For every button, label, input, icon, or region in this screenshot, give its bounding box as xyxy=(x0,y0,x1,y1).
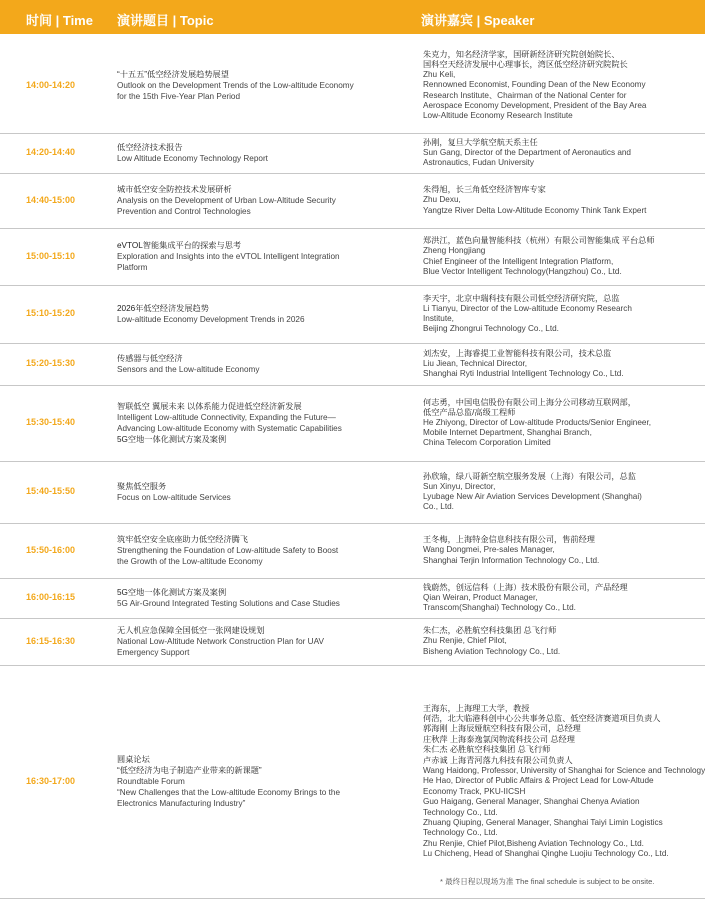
speaker-line: 朱仁杰，必胜航空科技集团 总飞行师 xyxy=(423,626,557,636)
speaker-line: Shanghai Terjin Information Technology Co., Ltd. xyxy=(423,555,600,565)
session-speaker xyxy=(423,185,701,216)
speaker-line: Economy Track, PKU-IICSH xyxy=(423,786,526,796)
speaker-line: Blue Vector Intelligent Technology(Hangzhou) Co., Ltd. xyxy=(423,266,622,276)
speaker-line: Beijing Zhongrui Technology Co., Ltd. xyxy=(423,324,559,334)
speaker-line: Rennowned Economist, Founding Dean of the New Economy xyxy=(423,80,646,90)
speaker-line: 朱克力，知名经济学家，国研新经济研究院创始院长、 xyxy=(423,49,620,59)
topic-line: Analysis on the Development of Urban Low-Altitude Security xyxy=(117,196,336,205)
speaker-line: Lyubage New Air Aviation Services Development (Shanghai) xyxy=(423,492,642,501)
session-topic xyxy=(117,303,407,325)
time-slot: 15:10-15:20 xyxy=(26,308,76,318)
topic-line: Focus on Low-altitude Services xyxy=(117,493,231,502)
speaker-line: He Zhiyong, Director of Low-altitude Products/Senior Engineer, xyxy=(423,417,652,427)
topic-line: eVTOL智能集成平台的探索与思考 xyxy=(117,241,242,250)
topic-line: 5G空地一体化测试方案及案例 xyxy=(117,435,227,444)
schedule-row xyxy=(0,173,705,229)
speaker-line: 郑洪江，蓝色向量智能科技（杭州）有限公司智能集成 平台总师 xyxy=(423,236,655,246)
speaker-line: Zhu Renjie, Chief Pilot, xyxy=(423,636,507,646)
speaker-line: Lu Chicheng, Head of Shanghai Qinghe Luojiu Technology Co., Ltd. xyxy=(423,849,669,859)
topic-line: Platform xyxy=(117,263,148,272)
session-topic xyxy=(117,625,407,658)
topic-line: 聚焦低空服务 xyxy=(117,482,167,491)
speaker-line: 李天宇，北京中瑞科技有限公司低空经济研究院，总监 xyxy=(423,293,620,303)
time-slot: 15:30-15:40 xyxy=(26,417,76,427)
schedule-row xyxy=(0,133,705,174)
schedule-header xyxy=(0,0,705,34)
topic-line: Emergency Support xyxy=(117,648,190,657)
speaker-line: Technology Co., Ltd. xyxy=(423,828,498,838)
time-slot: 15:20-15:30 xyxy=(26,358,76,368)
speaker-line: Li Tianyu, Director of the Low-altitude Economy Research xyxy=(423,303,632,313)
speaker-line: 朱得旭，长三角低空经济智库专家 xyxy=(423,185,546,195)
topic-line: Electronics Manufacturing Industry” xyxy=(117,799,246,808)
speaker-line: Qian Weiran, Product Manager, xyxy=(423,592,538,602)
session-topic xyxy=(117,353,407,375)
speaker-line: He Hao, Director of Public Affairs & Project Lead for Low-Altude xyxy=(423,776,654,786)
speaker-line: Technology Co., Ltd. xyxy=(423,807,498,817)
time-slot: 15:50-16:00 xyxy=(26,544,76,555)
session-speaker xyxy=(423,703,705,860)
speaker-line: Zhu Dexu, xyxy=(423,195,461,205)
schedule-row xyxy=(0,38,705,134)
speaker-line: Zhuang Qiuping, General Manager, Shanghai Taiyi Limin Logistics xyxy=(423,817,663,827)
session-topic xyxy=(117,534,407,567)
topic-line: Exploration and Insights into the eVTOL Intelligent Integration xyxy=(117,252,340,261)
topic-line: Prevention and Control Technologies xyxy=(117,207,251,216)
speaker-line: Guo Haigang, General Manager, Shanghai Chenya Aviation xyxy=(423,797,640,807)
schedule-row xyxy=(0,285,705,344)
time-slot: 16:00-16:15 xyxy=(26,592,76,602)
topic-line: “低空经济为电子制造产业带来的新课题” xyxy=(117,766,262,775)
time-slot: 16:30-17:00 xyxy=(26,775,76,786)
session-speaker xyxy=(423,398,701,449)
speaker-line: Shanghai Ryti Industrial Intelligent Technology Co., Ltd. xyxy=(423,369,624,379)
session-speaker xyxy=(423,583,701,614)
time-slot: 14:20-14:40 xyxy=(26,147,76,157)
topic-line: Intelligent Low-altitude Connectivity, Expanding the Future— xyxy=(117,413,336,422)
speaker-line: 钱蔚然，创远信科（上海）技术股份有限公司，产品经理 xyxy=(423,582,628,592)
speaker-line: 郭海刚 上海辰娅航空科技有限公司，总经理 xyxy=(423,724,581,734)
speaker-line: 孙刚，复旦大学航空航天系主任 xyxy=(423,137,538,147)
topic-line: 无人机应急保障全国低空一张网建设规划 xyxy=(117,626,265,635)
session-speaker xyxy=(423,50,701,121)
speaker-line: Zhu Renjie, Chief Pilot,Bisheng Aviation Technology Co., Ltd. xyxy=(423,838,644,848)
session-speaker xyxy=(423,138,701,169)
schedule-row xyxy=(0,343,705,386)
topic-line: Advancing Low-altitude Economy with Systematic Capabilities xyxy=(117,424,342,433)
speaker-line: Research Institute、Chairman of the National Center for xyxy=(423,90,627,100)
schedule-row xyxy=(0,228,705,286)
time-slot: 16:15-16:30 xyxy=(26,635,76,646)
speaker-line: Low-Altitude Economy Research Institute xyxy=(423,111,573,121)
speaker-line: 国科空天经济发展中心理事长，湾区低空经济研究院院长 xyxy=(423,60,628,69)
session-topic xyxy=(117,481,407,503)
time-column-header: 时间 | Time xyxy=(26,13,93,28)
topic-line: 5G空地一体化测试方案及案例 xyxy=(117,588,227,597)
topic-column-header: 演讲题目 | Topic xyxy=(117,13,214,28)
topic-line: Low-altitude Economy Development Trends in 2026 xyxy=(117,315,305,324)
topic-line: 低空经济技术报告 xyxy=(117,143,183,152)
speaker-column-header: 演讲嘉宾 | Speaker xyxy=(421,13,535,28)
schedule-row xyxy=(0,523,705,579)
speaker-line: 刘杰安，上海睿提工业智能科技有限公司，技术总监 xyxy=(423,348,612,358)
topic-line: 城市低空安全防控技术发展研析 xyxy=(117,185,232,194)
topic-line: “New Challenges that the Low-altitude Economy Brings to the xyxy=(117,788,341,797)
session-topic xyxy=(117,69,407,102)
footnote: * 最终日程以现场为准 The final schedule is subject to be onsite. xyxy=(440,877,655,886)
speaker-line: Transcom(Shanghai) Technology Co., Ltd. xyxy=(423,603,576,613)
topic-line: 圆桌论坛 xyxy=(117,755,150,764)
session-topic xyxy=(117,754,407,809)
session-topic xyxy=(117,587,407,609)
speaker-line: Bisheng Aviation Technology Co., Ltd. xyxy=(423,646,561,656)
speaker-line: Chief Engineer of the Intelligent Integration Platform, xyxy=(423,256,614,266)
session-topic xyxy=(117,184,407,217)
speaker-line: Institute, xyxy=(423,314,454,323)
speaker-line: Co., Ltd. xyxy=(423,502,454,512)
topic-line: Outlook on the Development Trends of the Low-altitude Economy xyxy=(117,81,354,90)
session-speaker xyxy=(423,236,701,277)
speaker-line: Zheng Hongjiang xyxy=(423,246,486,256)
topic-line: Roundtable Forum xyxy=(117,777,185,786)
topic-line: Strengthening the Foundation of Low-altitude Safety to Boost xyxy=(117,546,339,555)
speaker-line: Wang Dongmei, Pre-sales Manager, xyxy=(423,545,555,555)
session-speaker xyxy=(423,472,701,513)
schedule-row xyxy=(0,461,705,524)
time-slot: 15:40-15:50 xyxy=(26,486,76,496)
speaker-line: 低空产品总监/高级工程师 xyxy=(423,407,516,417)
session-speaker xyxy=(423,294,701,335)
session-topic xyxy=(117,240,407,273)
time-slot: 14:00-14:20 xyxy=(26,79,76,90)
time-slot: 15:00-15:10 xyxy=(26,250,76,261)
speaker-line: Yangtze River Delta Low-Altitude Economy Think Tank Expert xyxy=(423,205,647,215)
speaker-line: 王海东，上海理工大学，教授 xyxy=(423,703,530,713)
speaker-line: 王冬梅，上海特金信息科技有限公司，售前经理 xyxy=(423,535,595,545)
speaker-line: Aerospace Economy Development, President of the Bay Area xyxy=(423,100,647,110)
speaker-line: 何志勇，中国电信股份有限公司上海分公司移动互联网部， xyxy=(423,397,636,407)
speaker-line: 朱仁杰 必胜航空科技集团 总飞行师 xyxy=(423,745,551,755)
session-topic xyxy=(117,142,407,164)
topic-line: 筑牢低空安全底座助力低空经济腾飞 xyxy=(117,535,249,544)
topic-line: 5G Air-Ground Integrated Testing Solutions and Case Studies xyxy=(117,599,340,608)
speaker-line: Zhu Keli, xyxy=(423,70,456,80)
speaker-line: 何浩，北大临港科创中心公共事务总监、低空经济赛道项目负责人 xyxy=(423,713,661,723)
schedule-row xyxy=(0,665,705,899)
topic-line: for the 15th Five-Year Plan Period xyxy=(117,92,241,101)
speaker-line: 孙欣瑜，绿八哥新空航空服务发展（上海）有限公司，总监 xyxy=(423,471,636,481)
topic-line: Sensors and the Low-altitude Economy xyxy=(117,365,260,374)
speaker-line: Wang Haidong, Professor, University of Shanghai for Science and Technology xyxy=(423,765,705,775)
schedule-row xyxy=(0,578,705,619)
speaker-line: Mobile Internet Department, Shanghai Branch, xyxy=(423,428,592,438)
speaker-line: Liu Jiean, Technical Director, xyxy=(423,358,528,368)
topic-line: the Growth of the Low-altitude Economy xyxy=(117,557,263,566)
speaker-line: China Telecom Corporation Limited xyxy=(423,438,551,448)
topic-line: 智联低空 翼展未来 以体系能力促进低空经济新发展 xyxy=(117,402,302,411)
topic-line: “十五五”低空经济发展趋势展望 xyxy=(117,70,229,79)
speaker-line: Astronautics, Fudan University xyxy=(423,158,535,168)
speaker-line: Sun Gang, Director of the Department of Aeronautics and xyxy=(423,147,631,157)
speaker-line: 庄秋萍 上海泰逸氯闵物流科技公司 总经理 xyxy=(423,734,575,744)
topic-line: 传感器与低空经济 xyxy=(117,354,183,363)
session-speaker xyxy=(423,535,701,566)
session-speaker xyxy=(423,349,701,380)
schedule-row xyxy=(0,618,705,666)
topic-line: Low Altitude Economy Technology Report xyxy=(117,154,268,163)
speaker-line: 卢赤诚 上海青河落九科技有限公司负责人 xyxy=(423,755,573,765)
time-slot: 14:40-15:00 xyxy=(26,194,76,205)
session-speaker xyxy=(423,626,701,657)
topic-line: 2026年低空经济发展趋势 xyxy=(117,304,209,313)
speaker-line: Sun Xinyu, Director, xyxy=(423,481,496,491)
schedule-row xyxy=(0,385,705,462)
topic-line: National Low-Altitude Network Construction Plan for UAV xyxy=(117,637,324,646)
session-topic xyxy=(117,401,407,445)
